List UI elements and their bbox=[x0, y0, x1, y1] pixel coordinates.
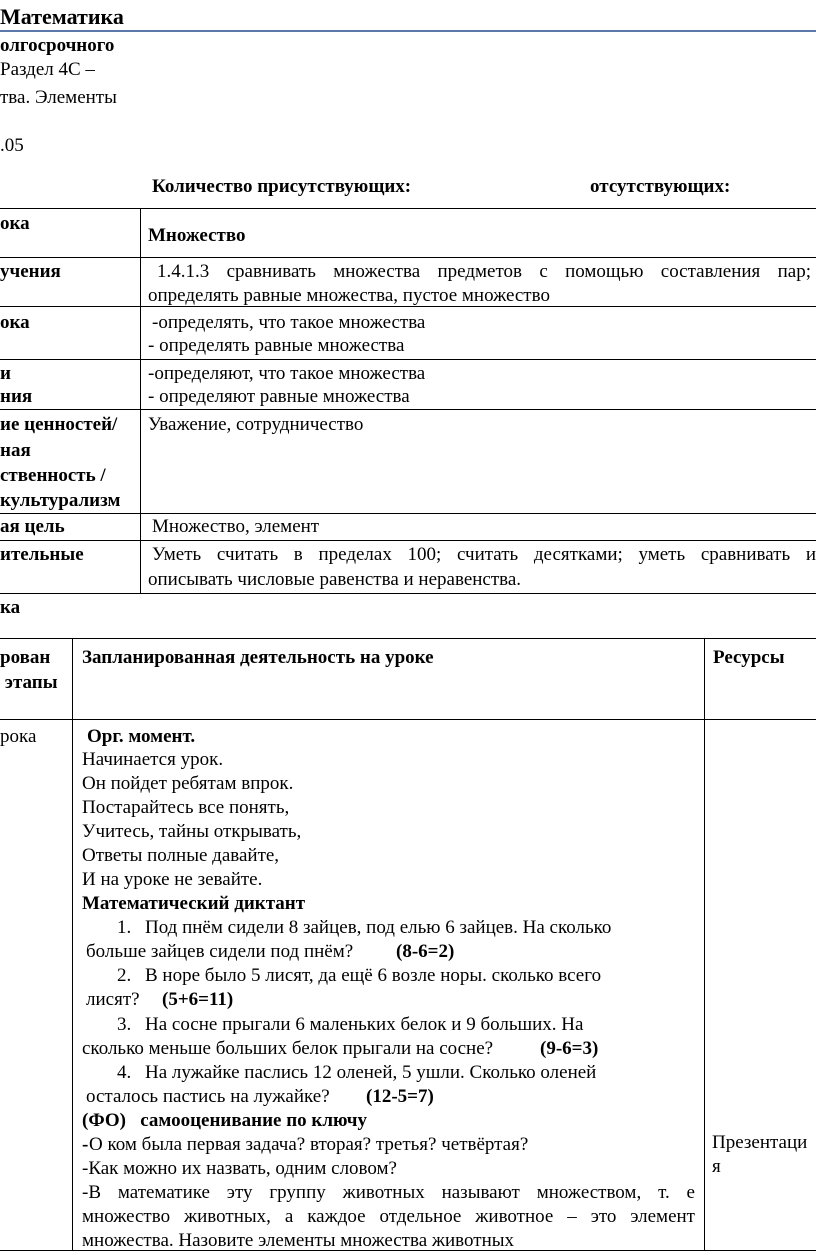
info-row-value: Уважение, сотрудничество bbox=[148, 414, 364, 435]
task-answer: (8-6=2) bbox=[396, 941, 455, 962]
org-moment-title: Орг. момент. bbox=[87, 726, 196, 747]
lesson-date: .05 bbox=[0, 135, 24, 156]
info-row-label: ния bbox=[0, 386, 33, 407]
title-divider bbox=[0, 30, 816, 32]
poem-line: Начинается урок. bbox=[82, 749, 224, 770]
info-row-value: Множество bbox=[148, 225, 246, 246]
info-row-label: учения bbox=[0, 261, 61, 282]
task-text: лисят? bbox=[86, 989, 140, 1010]
plan-line-3: тва. Элементы bbox=[0, 87, 117, 108]
info-row-value: - определять равные множества bbox=[148, 335, 405, 356]
info-row-label: ока bbox=[0, 213, 30, 234]
stage-header: рован bbox=[0, 647, 51, 668]
info-row-label: ока bbox=[0, 312, 30, 333]
task-answer: (5+6=11) bbox=[162, 989, 234, 1010]
fo-title: (ФО) самооценивание по ключу bbox=[82, 1110, 368, 1131]
task-text: осталось пастись на лужайке? bbox=[86, 1086, 330, 1107]
task-number: 4. bbox=[117, 1062, 132, 1083]
task-answer: (9-6=3) bbox=[540, 1038, 599, 1059]
task-text: Под пнём сидели 8 зайцев, под елью 6 зайцев. На сколько bbox=[145, 917, 612, 938]
dictation-title: Математический диктант bbox=[82, 893, 306, 914]
activity-header: Запланированная деятельность на уроке bbox=[82, 647, 434, 668]
info-row-value: Уметь считать в пределах 100; считать десятками; уметь сравнивать и bbox=[152, 544, 816, 565]
poem-line: Постарайтесь все понять, bbox=[82, 797, 290, 818]
task-text: больше зайцев сидели под пнём? bbox=[86, 941, 354, 962]
poem-line: Он пойдет ребятам впрок. bbox=[82, 773, 294, 794]
poem-line: Ответы полные давайте, bbox=[82, 845, 280, 866]
task-number: 2. bbox=[117, 965, 132, 986]
info-row-label: культурализм bbox=[0, 490, 121, 511]
section-label: ка bbox=[0, 597, 21, 618]
poem-line: И на уроке не зевайте. bbox=[82, 869, 263, 890]
info-row-label: ие ценностей/ bbox=[0, 414, 118, 435]
question-line: О ком была первая задача? вторая? третья? четвёртая? bbox=[89, 1134, 529, 1155]
stage-header: этапы bbox=[0, 672, 58, 693]
absent-label: отсутствующих: bbox=[590, 176, 731, 197]
task-text: На лужайке паслись 12 оленей, 5 ушли. Сколько оленей bbox=[145, 1062, 597, 1083]
info-row-label: ая цель bbox=[0, 516, 65, 537]
subject-title: Математика bbox=[0, 4, 124, 29]
info-row-value: Множество, элемент bbox=[152, 516, 320, 537]
resources-header: Ресурсы bbox=[713, 647, 785, 668]
info-row-label: ственность / bbox=[0, 465, 106, 486]
task-number: 1. bbox=[117, 917, 132, 938]
task-answer: (12-5=7) bbox=[366, 1086, 434, 1107]
task-text: В норе было 5 лисят, да ещё 6 возле норы. сколько всего bbox=[145, 965, 602, 986]
info-row-label: ительные bbox=[0, 544, 84, 565]
task-text: сколько меньше больших белок прыгали на сосне? bbox=[82, 1038, 494, 1059]
question-dash: - bbox=[82, 1134, 89, 1155]
info-row-value: -определяют, что такое множества bbox=[148, 363, 426, 384]
plan-line-1: олгосрочного bbox=[0, 35, 115, 56]
info-row-value: 1.4.1.3 сравнивать множества предметов с помощью составления пар; bbox=[157, 261, 811, 282]
info-row-value: -определять, что такое множества bbox=[152, 312, 426, 333]
task-text: На сосне прыгали 6 маленьких белок и 9 больших. На bbox=[145, 1014, 584, 1035]
question-line: -Как можно их назвать, одним словом? bbox=[82, 1158, 397, 1179]
info-row-value: - определяют равные множества bbox=[148, 386, 410, 407]
info-row-value: определять равные множества, пустое множество bbox=[148, 285, 550, 306]
question-line: множества. Назовите элементы множества животных bbox=[82, 1230, 514, 1251]
stage-cell: рока bbox=[0, 726, 37, 747]
resource-cell: Презентаци bbox=[712, 1132, 808, 1153]
question-line: множество животных, а каждое отдельное животное – это элемент bbox=[82, 1206, 695, 1227]
task-number: 3. bbox=[117, 1014, 132, 1035]
info-row-label: ная bbox=[0, 440, 31, 461]
info-row-value: описывать числовые равенства и неравенства. bbox=[148, 569, 522, 590]
plan-line-2: Раздел 4С – bbox=[0, 59, 95, 80]
present-label: Количество присутствующих: bbox=[152, 176, 412, 197]
resource-cell: я bbox=[712, 1156, 721, 1177]
info-row-label: и bbox=[0, 363, 11, 384]
question-line: -В математике эту группу животных называют множеством, т. е bbox=[82, 1182, 695, 1203]
poem-line: Учитесь, тайны открывать, bbox=[82, 821, 302, 842]
